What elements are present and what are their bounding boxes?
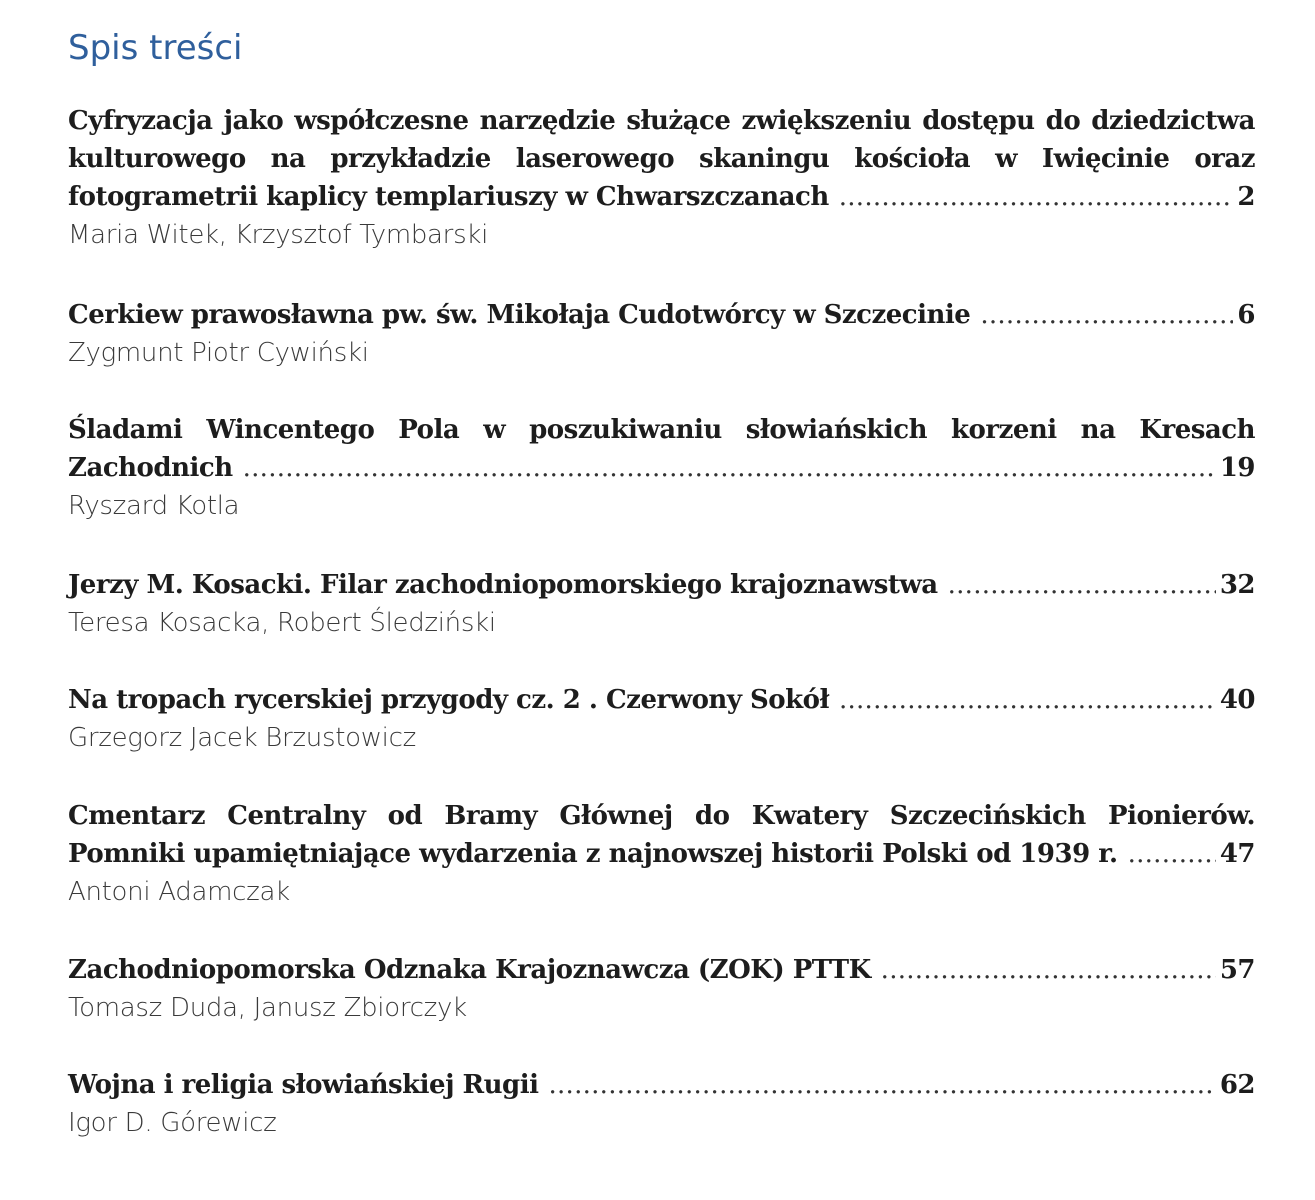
entry-title (68, 102, 1255, 216)
toc-entry[interactable] (68, 681, 1255, 757)
entry-title (68, 1066, 1255, 1104)
page-number: 47 (1219, 839, 1255, 869)
page-number: 6 (1237, 300, 1255, 330)
dot-leader (243, 449, 1216, 487)
entry-author: Igor D. Górewicz (68, 1108, 277, 1138)
entry-title-line: Zachodnich (68, 453, 233, 483)
page-number: 19 (1219, 453, 1255, 483)
entry-title (68, 411, 1255, 487)
dot-leader (839, 178, 1234, 216)
entry-title-line: Śladami Wincentego Pola w poszukiwaniu słowiańskich korzeni na Kresach (68, 415, 1255, 445)
entry-title (68, 951, 1255, 989)
entry-title (68, 681, 1255, 719)
toc-entry[interactable] (68, 1066, 1255, 1142)
entry-title-line: kulturowego na przykładzie laserowego skaningu kościoła w Iwięcinie oraz (68, 144, 1255, 174)
page-number: 2 (1237, 182, 1255, 212)
page-number: 40 (1219, 685, 1255, 715)
page-number: 32 (1219, 570, 1255, 600)
entry-title (68, 566, 1255, 604)
entry-author: Tomasz Duda, Janusz Zbiorczyk (68, 993, 467, 1023)
entry-title-line: Zachodniopomorska Odznaka Krajoznawcza (ZOK) PTTK (68, 955, 871, 985)
entry-title-line: Cerkiew prawosławna pw. św. Mikołaja Cudotwórcy w Szczecinie (68, 300, 971, 330)
dot-leader (881, 951, 1216, 989)
entry-title-line: Cmentarz Centralny od Bramy Głównej do Kwatery Szczecińskich Pionierów. (68, 801, 1255, 831)
entry-author: Maria Witek, Krzysztof Tymbarski (68, 220, 488, 250)
entry-title-line: Jerzy M. Kosacki. Filar zachodniopomorskiego krajoznawstwa (68, 570, 938, 600)
entry-author: Grzegorz Jacek Brzustowicz (68, 723, 416, 753)
page-title: Spis treści (68, 28, 243, 68)
dot-leader (980, 296, 1233, 334)
dot-leader (839, 681, 1216, 719)
entry-author: Teresa Kosacka, Robert Śledziński (68, 608, 496, 638)
entry-title (68, 296, 1255, 334)
entry-title-line: Pomniki upamiętniające wydarzenia z najnowszej historii Polski od 1939 r. (68, 839, 1118, 869)
dot-leader (1128, 835, 1216, 873)
entry-title-line: Na tropach rycerskiej przygody cz. 2 . Czerwony Sokół (68, 685, 829, 715)
toc-entry[interactable] (68, 797, 1255, 911)
toc-entry[interactable] (68, 951, 1255, 1027)
toc-entry[interactable] (68, 566, 1255, 642)
entry-title (68, 797, 1255, 873)
toc-entry[interactable] (68, 411, 1255, 525)
toc-entry[interactable] (68, 102, 1255, 254)
entry-title-line: fotogrametrii kaplicy templariuszy w Chwarszczanach (68, 182, 829, 212)
entry-author: Antoni Adamczak (68, 877, 290, 907)
dot-leader (548, 1066, 1215, 1104)
page-number: 57 (1219, 955, 1255, 985)
entry-title-line: Cyfryzacja jako współczesne narzędzie służące zwiększeniu dostępu do dziedzictwa (68, 106, 1255, 136)
dot-leader (948, 566, 1216, 604)
entry-author: Zygmunt Piotr Cywiński (68, 338, 369, 368)
page-number: 62 (1219, 1070, 1255, 1100)
toc-entry[interactable] (68, 296, 1255, 372)
entry-author: Ryszard Kotla (68, 491, 240, 521)
entry-title-line: Wojna i religia słowiańskiej Rugii (68, 1070, 539, 1100)
